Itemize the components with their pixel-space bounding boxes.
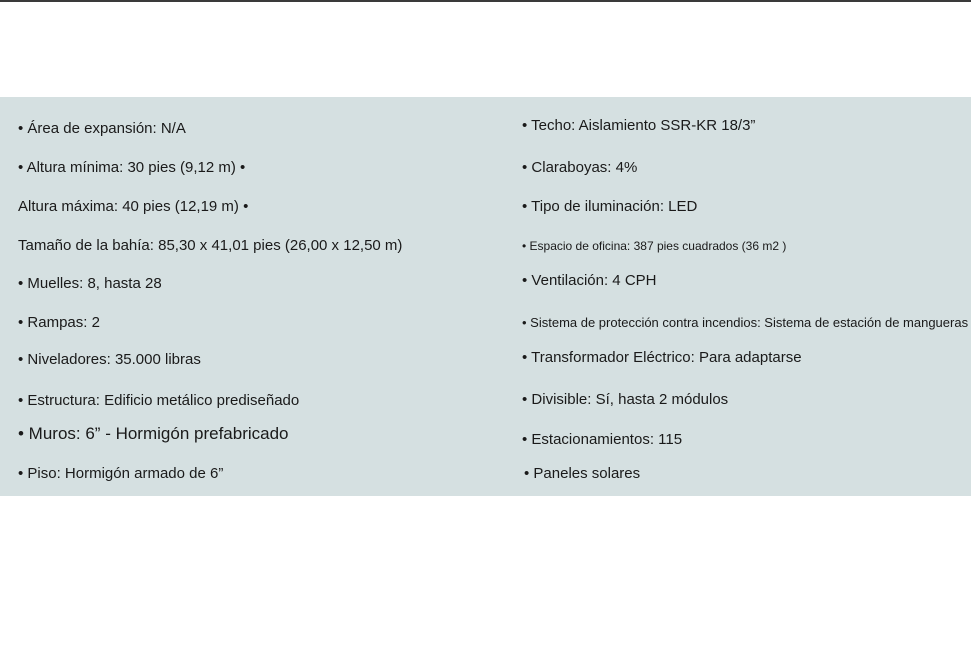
top-divider (0, 0, 971, 2)
spec-levelers: • Niveladores: 35.000 libras (18, 351, 201, 368)
spec-maximum-height: Altura máxima: 40 pies (12,19 m) • (18, 198, 249, 215)
spec-lighting-type: • Tipo de iluminación: LED (522, 198, 698, 215)
spec-office-space: • Espacio de oficina: 387 pies cuadrados (36 m2 ) (522, 239, 787, 253)
spec-roof: • Techo: Aislamiento SSR-KR 18/3” (522, 117, 756, 134)
spec-floor: • Piso: Hormigón armado de 6” (18, 465, 224, 482)
spec-solar-panels: • Paneles solares (524, 465, 641, 482)
spec-bay-size: Tamaño de la bahía: 85,30 x 41,01 pies (26,00 x 12,50 m) (18, 237, 403, 254)
spec-structure: • Estructura: Edificio metálico prediseñado (18, 392, 300, 409)
spec-ramps: • Rampas: 2 (18, 314, 100, 331)
spec-divisible: • Divisible: Sí, hasta 2 módulos (522, 391, 729, 408)
spec-minimum-height: • Altura mínima: 30 pies (9,12 m) • (18, 159, 246, 176)
spec-parking: • Estacionamientos: 115 (522, 431, 683, 448)
spec-ventilation: • Ventilación: 4 CPH (522, 272, 657, 289)
spec-fire-protection: • Sistema de protección contra incendios: Sistema de estación de mangueras (522, 315, 969, 330)
specifications-panel (0, 97, 971, 496)
spec-walls: • Muros: 6” - Hormigón prefabricado (18, 424, 289, 443)
spec-expansion-area: • Área de expansión: N/A (18, 120, 186, 137)
spec-electrical-transformer: • Transformador Eléctrico: Para adaptarse (522, 349, 802, 366)
spec-skylights: • Claraboyas: 4% (522, 159, 638, 176)
spec-docks: • Muelles: 8, hasta 28 (18, 275, 162, 292)
